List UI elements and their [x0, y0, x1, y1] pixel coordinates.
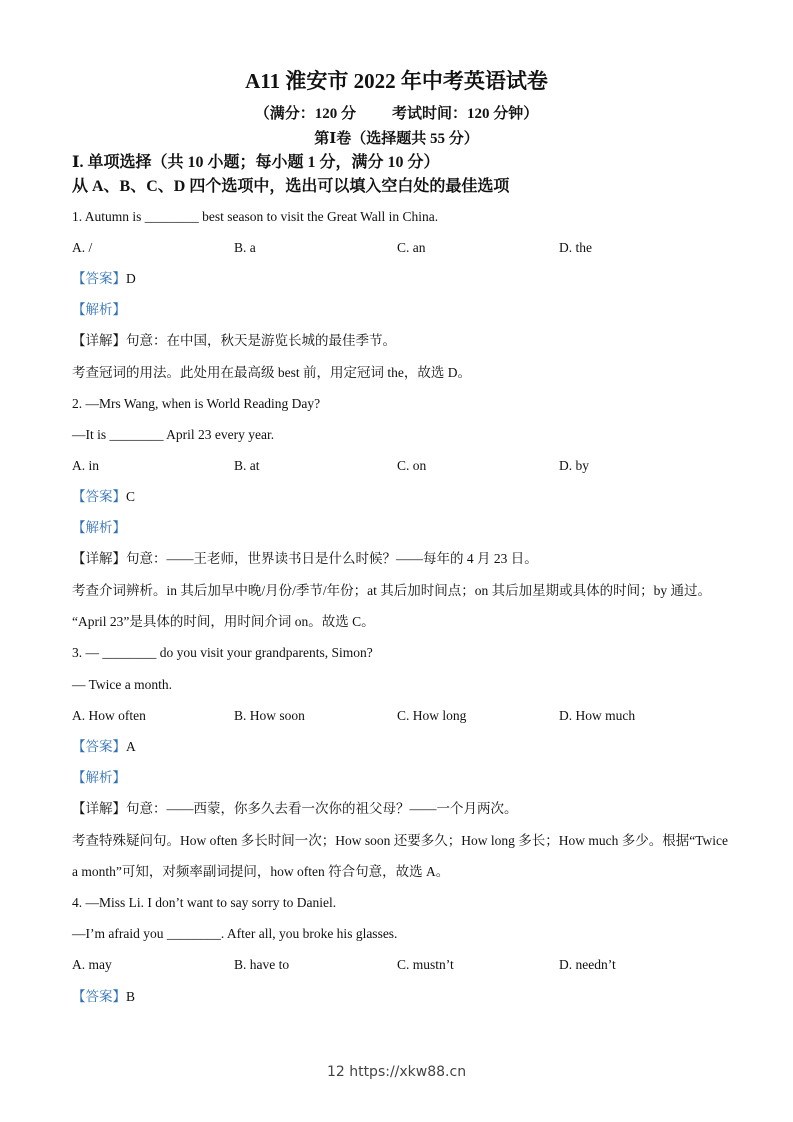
explanation-line: “April 23”是具体的时间，用时间介词 on。故选 C。	[72, 614, 375, 629]
detail-text: 句意：——西蒙，你多久去看一次你的祖父母？——一个月两次。	[126, 801, 518, 816]
question-stem: 4. —Miss Li. I don’t want to say sorry to Daniel.	[72, 895, 337, 910]
answer-tag: 【答案】	[72, 739, 126, 754]
option-d: D. by	[559, 458, 589, 473]
option-c: C. mustn’t	[397, 957, 454, 972]
option-a: A. /	[72, 240, 93, 255]
answer-line	[72, 987, 135, 1007]
option-a: A. may	[72, 957, 112, 972]
detail-tag: 【详解】	[72, 801, 126, 816]
option-c: C. How long	[397, 708, 467, 723]
analysis-line	[72, 768, 126, 788]
detail-tag: 【详解】	[72, 551, 126, 566]
detail-text: 句意：在中国，秋天是游览长城的最佳季节。	[126, 333, 396, 348]
option-b: B. have to	[234, 957, 290, 972]
page-footer: 12 https://xkw88.cn	[326, 1064, 467, 1080]
question-stem-reply: —It is ________ April 23 every year.	[72, 427, 275, 442]
option-c: C. on	[397, 458, 427, 473]
answer-tag: 【答案】	[72, 271, 126, 286]
detail-line	[72, 549, 538, 569]
option-c: C. an	[397, 240, 426, 255]
answer-value: A	[126, 739, 136, 754]
answer-line	[72, 737, 136, 757]
answer-tag: 【答案】	[72, 489, 126, 504]
option-a: A. in	[72, 458, 99, 473]
exam-title: A11 淮安市 2022 年中考英语试卷	[245, 69, 548, 93]
option-d: D. the	[559, 240, 592, 255]
analysis-tag: 【解析】	[72, 520, 126, 535]
answer-value: B	[126, 989, 136, 1004]
option-a: A. How often	[72, 708, 146, 723]
part-heading: Ⅰ. 单项选择（共 10 小题；每小题 1 分，满分 10 分）	[72, 154, 440, 171]
detail-line	[72, 799, 518, 819]
exam-subtitle	[0, 103, 793, 125]
exam-time: 考试时间：120 分钟）	[392, 106, 539, 122]
option-d: D. needn’t	[559, 957, 616, 972]
question-stem: 3. — ________ do you visit your grandparents, Simon?	[72, 645, 373, 660]
question-stem: 1. Autumn is ________ best season to visit the Great Wall in China.	[72, 209, 439, 224]
explanation-line: 考查冠词的用法。此处用在最高级 best 前，用定冠词 the，故选 D。	[72, 365, 471, 380]
answer-line	[72, 487, 135, 507]
answer-line	[72, 269, 136, 289]
analysis-tag: 【解析】	[72, 770, 126, 785]
option-b: B. at	[234, 458, 260, 473]
detail-line	[72, 331, 396, 351]
section-heading: 第Ⅰ卷（选择题共 55 分）	[314, 131, 479, 147]
option-b: B. How soon	[234, 708, 305, 723]
full-score: （满分：120 分	[254, 106, 356, 122]
detail-tag: 【详解】	[72, 333, 126, 348]
part-instruction: 从 A、B、C、D 四个选项中，选出可以填入空白处的最佳选项	[72, 178, 510, 195]
option-d: D. How much	[559, 708, 636, 723]
option-b: B. a	[234, 240, 256, 255]
answer-tag: 【答案】	[72, 989, 126, 1004]
question-stem-reply: — Twice a month.	[72, 677, 173, 692]
analysis-line	[72, 518, 126, 538]
answer-value: D	[126, 271, 136, 286]
explanation-line: a month”可知，对频率副词提问，how often 符合句意，故选 A。	[72, 864, 450, 879]
detail-text: 句意：——王老师，世界读书日是什么时候？——每年的 4 月 23 日。	[126, 551, 538, 566]
answer-value: C	[126, 489, 136, 504]
analysis-line	[72, 300, 126, 320]
analysis-tag: 【解析】	[72, 302, 126, 317]
question-stem-reply: —I’m afraid you ________. After all, you broke his glasses.	[72, 926, 398, 941]
explanation-line: 考查特殊疑问句。How often 多长时间一次；How soon 还要多久；How long 多长；How much 多少。根据“Twice	[72, 833, 729, 848]
explanation-line: 考查介词辨析。in 其后加早中晚/月份/季节/年份；at 其后加时间点；on 其后加星期或具体的时间；by 通过。	[72, 583, 711, 598]
question-stem: 2. —Mrs Wang, when is World Reading Day?	[72, 396, 321, 411]
